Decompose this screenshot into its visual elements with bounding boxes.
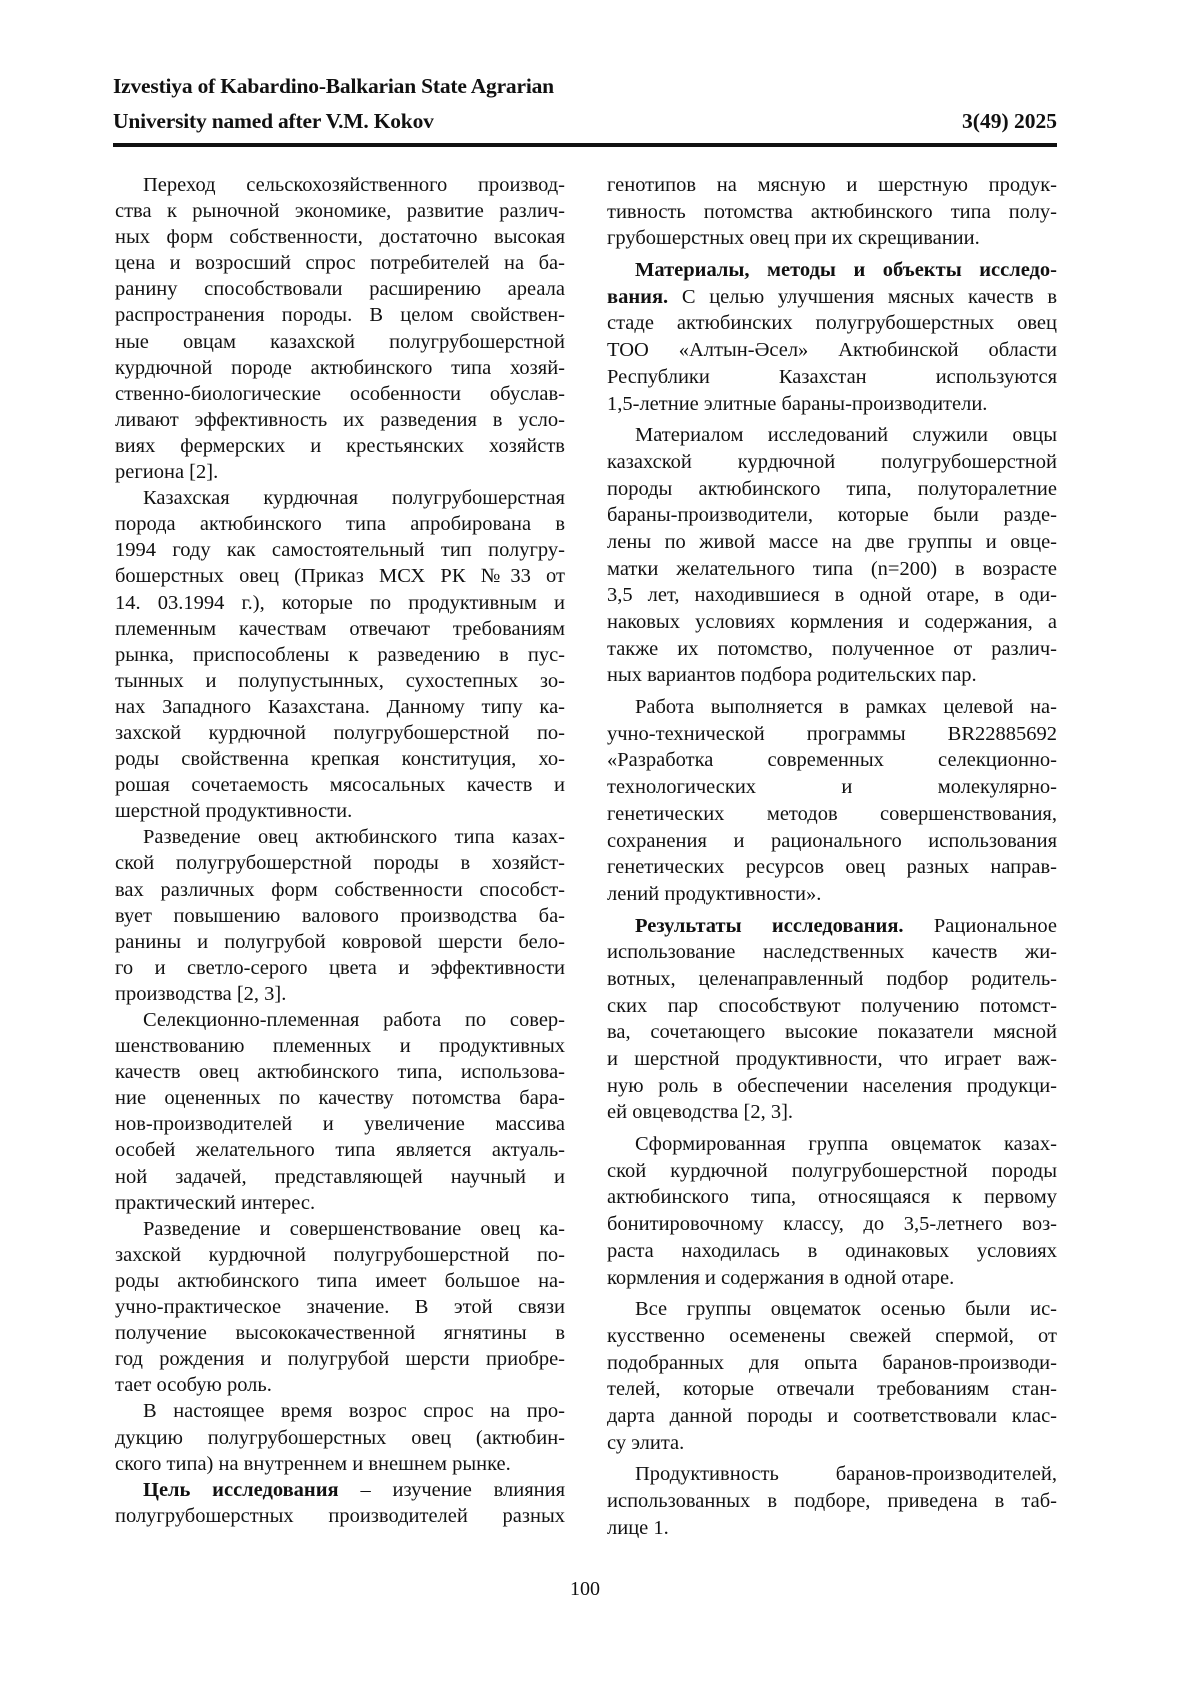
paragraph [115, 1477, 565, 1529]
journal-title-line-1: Izvestiya of Kabardino-Balkarian State Agrarian [113, 74, 554, 98]
text-line: Продуктивность баранов-производителей, [635, 1463, 1057, 1486]
text-line: практический интерес. [115, 1191, 316, 1214]
text-line [115, 1477, 565, 1503]
text-line: Селекционно-племенная работа по совер- [143, 1009, 565, 1031]
text-line: Сформированная группа овцематок казах- [635, 1133, 1057, 1156]
text-line: учно-технической программы BR22885692 [607, 722, 1057, 745]
text-line: захской курдючной полугрубошерстной по- [115, 721, 565, 744]
paragraph [607, 694, 1057, 908]
paragraph [115, 485, 565, 824]
journal-title-line-2: University named after V.M. Kokov [113, 109, 434, 133]
text-line: бараны-производители, которые были разде- [607, 504, 1057, 527]
text-line: цена и возросший спрос потребителей на ба- [115, 252, 565, 275]
text-line: качеств овец актюбинского типа, использова- [115, 1061, 565, 1084]
text-line: лены по живой массе на две группы и овце- [607, 530, 1057, 553]
left-column [115, 172, 565, 1529]
text-line: наковых условиях кормления и содержания, а [607, 611, 1057, 633]
header-rule [113, 143, 1057, 147]
right-column [607, 172, 1057, 1541]
text-line: лений продуктивности». [607, 882, 822, 905]
text-line: телей, которые отвечали требованиям стан- [607, 1378, 1057, 1401]
text-line: Республики Казахстан используются [607, 365, 1057, 388]
text-line: тынных и полупустынных, сухостепных зо- [115, 669, 565, 692]
text-line: Разведение овец актюбинского типа казах- [143, 826, 565, 849]
text-line: ственно-биологические особенности обуслав- [115, 382, 565, 405]
text-line: стаде актюбинских полугрубошерстных овец [607, 312, 1057, 335]
text-line: рошая сочетаемость мясосальных качеств и [115, 774, 565, 797]
paragraph [115, 824, 565, 1007]
text-line: ной задачей, представляющей научный и [115, 1165, 565, 1188]
paragraph [115, 1398, 565, 1476]
text-line: особей желательного типа является актуаль- [115, 1139, 565, 1162]
text-line: грубошерстных овец при их скрещивании. [607, 227, 980, 250]
text-line: использование наследственных качеств жи- [607, 941, 1057, 964]
text-line: ских пар способствуют получению потомст- [607, 994, 1057, 1017]
text-line: Работа выполняется в рамках целевой на- [635, 696, 1057, 719]
issue-number: 3(49) 2025 [962, 109, 1057, 133]
text-line: Все группы овцематок осенью были ис- [635, 1298, 1057, 1321]
text-line: 14. 03.1994 г.), которые по продуктивным и [115, 591, 565, 614]
text-line: бошерстных овец (Приказ МСХ РК №33 от [115, 565, 565, 588]
text-line: ранину способствовали расширению ареала [115, 278, 565, 301]
text-line: 1,5-летние элитные бараны-производители. [607, 392, 988, 415]
text-line: подобранных для опыта баранов-производи- [607, 1351, 1057, 1374]
text-line: роды свойственна крепкая конституция, хо- [115, 748, 565, 771]
paragraph [607, 172, 1057, 252]
text-line: племенным качествам отвечают требованиям [115, 617, 565, 640]
text-line: ей овцеводства [2, 3]. [607, 1101, 794, 1124]
text-line: кусственно осеменены свежей спермой, от [607, 1324, 1057, 1347]
text-line: «Разработка современных селекционно- [607, 749, 1057, 772]
text-run: – изучение влияния [338, 1478, 565, 1501]
text-line: Материалом исследований служили овцы [635, 424, 1057, 447]
text-line: сохранения и рационального использования [607, 829, 1057, 852]
text-line: го и светло-серого цвета и эффективности [115, 956, 565, 979]
paragraph [607, 913, 1057, 1127]
text-line [607, 284, 1057, 311]
text-line: ние оцененных по качеству потомства бара- [115, 1087, 565, 1110]
page-number: 100 [570, 1578, 600, 1600]
text-line: полугрубошерстных производителей разных [115, 1504, 565, 1527]
text-line: год рождения и полугрубой шерсти приобре- [115, 1348, 565, 1371]
text-line: технологических и молекулярно- [607, 776, 1057, 799]
paragraph [115, 1007, 565, 1216]
text-line: использованных в подборе, приведена в таб- [607, 1490, 1057, 1512]
text-line: захской курдючной полугрубошерстной по- [115, 1243, 565, 1266]
paragraph [607, 257, 1057, 417]
text-line: получение высококачественной ягнятины в [115, 1322, 565, 1345]
text-line: ства к рыночной экономике, развитие различ- [115, 200, 565, 223]
text-line: кормления и содержания в одной отаре. [607, 1266, 955, 1289]
text-line: ской полугрубошерстной породы в хозяйст- [115, 852, 565, 875]
text-line: матки желательного типа (n=200) в возрасте [607, 557, 1057, 580]
text-line: шерстной продуктивности. [115, 800, 353, 823]
text-line: ТОО «Алтын-Әсел» Актюбинской области [607, 339, 1057, 362]
text-line: вотных, целенаправленный подбор родитель- [607, 967, 1057, 990]
text-line: вует повышению валового производства ба- [115, 904, 565, 927]
text-line: генетических методов совершенствования, [607, 802, 1057, 825]
text-line: су элита. [607, 1431, 685, 1454]
section-heading: вания. [607, 285, 669, 308]
text-line: тивность потомства актюбинского типа полу- [607, 200, 1057, 223]
text-line [607, 257, 1057, 284]
text-line: ского типа) на внутреннем и внешнем рынке. [115, 1452, 511, 1475]
text-line: тает особую роль. [115, 1374, 272, 1397]
text-line: казахской курдючной полугрубошерстной [607, 450, 1057, 473]
text-line: ранины и полугрубой ковровой шерсти бело- [115, 930, 565, 953]
text-line: учно-практическое значение. В этой связи [115, 1296, 565, 1319]
text-line: генетических ресурсов овец разных направ- [607, 856, 1057, 879]
text-line: ных форм собственности, достаточно высокая [115, 226, 565, 249]
text-line: ных вариантов подбора родительских пар. [607, 664, 977, 687]
text-line: нов-производителей и увеличение массива [115, 1113, 565, 1136]
text-line: региона [2]. [115, 461, 219, 484]
text-line: курдючной породе актюбинского типа хозяй- [115, 356, 565, 379]
paragraph [115, 1216, 565, 1399]
text-line: вах различных форм собственности способст- [115, 878, 565, 901]
section-heading: Материалы, методы и объекты исследо- [635, 259, 1057, 282]
text-line: дукцию полугрубошерстных овец (актюбин- [115, 1426, 565, 1449]
paragraph [115, 172, 565, 485]
paragraph [607, 1296, 1057, 1456]
text-line [607, 913, 1057, 940]
text-line: породы актюбинского типа, полуторалетние [607, 477, 1057, 500]
text-line: ную роль в обеспечении населения продукци- [607, 1074, 1057, 1097]
text-line: распространения породы. В целом свойствен- [115, 304, 565, 327]
text-line: 1994 году как самостоятельный тип полугру- [115, 539, 565, 562]
text-line: производства [2, 3]. [115, 982, 287, 1005]
text-line: рынка, приспособлены к разведению в пус- [115, 643, 565, 666]
text-line: Казахская курдючная полугрубошерстная [143, 487, 565, 510]
text-run: Рациональное [903, 914, 1057, 937]
text-line: Переход сельскохозяйственного производ- [143, 174, 565, 196]
text-line: генотипов на мясную и шерстную продук- [607, 174, 1057, 196]
text-line: шенствованию племенных и продуктивных [115, 1035, 565, 1058]
text-line: В настоящее время возрос спрос на про- [143, 1400, 565, 1423]
text-line: Разведение и совершенствование овец ка- [143, 1217, 565, 1240]
text-line: актюбинского типа, относящаяся к первому [607, 1186, 1057, 1209]
text-line: ва, сочетающего высокие показатели мясной [607, 1021, 1057, 1044]
paragraph [607, 1461, 1057, 1541]
text-line: и шерстной продуктивности, что играет важ- [607, 1048, 1057, 1070]
text-line: 3,5 лет, находившиеся в одной отаре, в оди- [607, 584, 1057, 607]
text-line: порода актюбинского типа апробирована в [115, 513, 565, 536]
text-run: С целью улучшения мясных качеств в [668, 285, 1057, 308]
text-line: лице 1. [607, 1516, 669, 1539]
text-line: ливают эффективность их разведения в усло- [115, 408, 565, 431]
text-line: виях фермерских и крестьянских хозяйств [115, 434, 565, 457]
text-line: нах Западного Казахстана. Данному типу ка- [115, 695, 565, 718]
section-heading: Результаты исследования. [635, 914, 904, 937]
paragraph [607, 422, 1057, 689]
text-line: также их потомство, полученное от различ- [607, 637, 1057, 660]
paragraph [607, 1131, 1057, 1291]
text-line: ные овцам казахской полугрубошерстной [115, 330, 565, 353]
text-line: дарта данной породы и соответствовали клас- [607, 1404, 1057, 1427]
text-line: раста находилась в одинаковых условиях [607, 1239, 1057, 1262]
text-line: ской курдючной полугрубошерстной породы [607, 1159, 1057, 1182]
section-heading: Цель исследования [143, 1478, 339, 1501]
text-line: бонитировочному классу, до 3,5-летнего воз- [607, 1213, 1057, 1236]
text-line: роды актюбинского типа имеет большое на- [115, 1269, 565, 1292]
